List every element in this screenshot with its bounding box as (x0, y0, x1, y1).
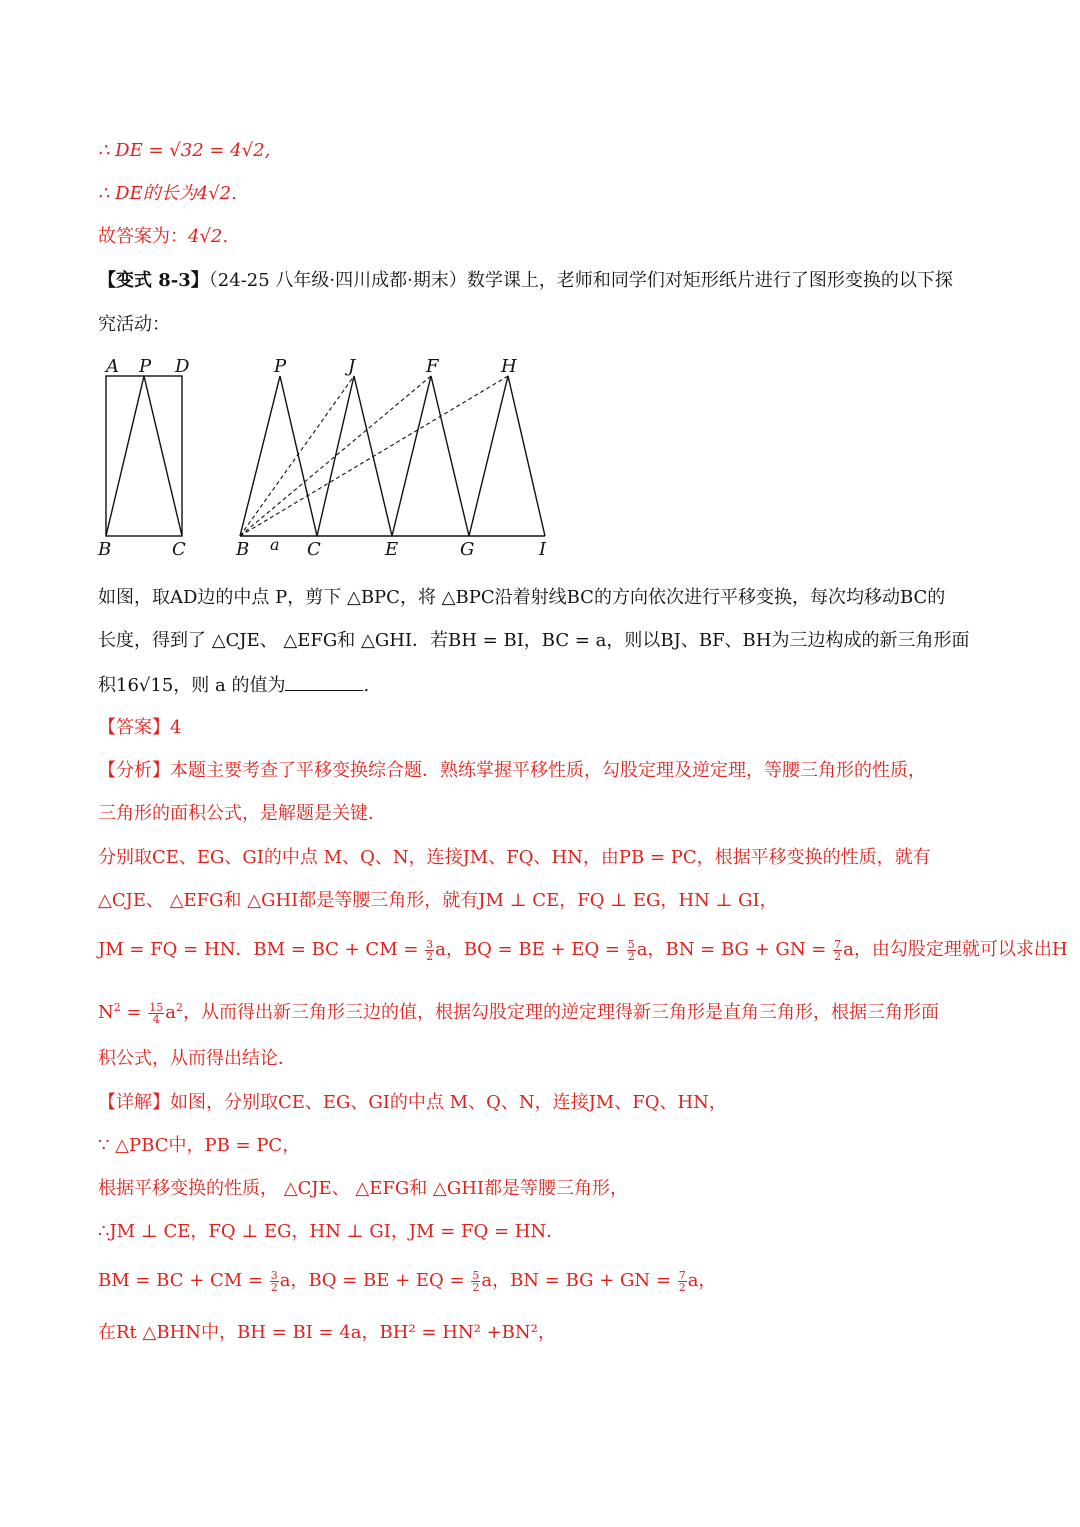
analysis-line7: 积公式，从而得出结论． (98, 1048, 296, 1069)
analysis-line4: △CJE、 △EFG和 △GHI都是等腰三角形，就有JM ⊥ CE，FQ ⊥ EG，HN ⊥ GI， (98, 890, 778, 911)
problem-p2: 长度，得到了 △CJE、 △EFG和 △GHI．若BH = BI，BC = a，则以BJ、BF、BH为三边构成的新三角形面 (98, 630, 970, 651)
a6-a: a (165, 1002, 177, 1023)
detail-line1 (98, 1090, 727, 1116)
analysis-line6 (98, 995, 939, 1026)
label-a-length: a (270, 535, 280, 554)
a6-sup: 2 (113, 1001, 121, 1014)
frac-7-2: $\frac{7}{2}$ (834, 937, 842, 963)
line-answer-is (98, 224, 228, 250)
detail-line4: ∴JM ⊥ CE，FQ ⊥ EG，HN ⊥ GI，JM = FQ = HN． (98, 1221, 565, 1242)
line-de-length: ∴ DE的长为4√2. (98, 183, 237, 204)
answer-blank (285, 672, 363, 691)
label-b-rect: B (98, 539, 112, 560)
label-h: H (501, 356, 517, 377)
d5-part4: a， (687, 1270, 717, 1291)
label-i: I (539, 539, 547, 560)
frac-5-2: $\frac{5}{2}$ (627, 937, 635, 963)
label-e: E (385, 539, 399, 560)
a6-n: N (98, 1002, 114, 1023)
d5-part3: a，BN = BG + GN = (481, 1270, 677, 1291)
rect-abcd (106, 376, 182, 536)
problem-p3-text: 积16√15，则 a 的值为 (98, 675, 286, 696)
frac-5-2-b: $\frac{5}{2}$ (472, 1268, 480, 1294)
label-p-rect: P (139, 356, 152, 377)
a6-eq: = (120, 1002, 148, 1023)
problem-p3 (98, 672, 369, 699)
dashed-bj (240, 376, 354, 536)
analysis-tag: 【分析】 (98, 760, 170, 781)
problem-p3-end: . (363, 675, 370, 696)
answer-line: 【答案】4 (98, 717, 182, 738)
problem-intro: （24-25 八年级·四川成都·期末）数学课上，老师和同学们对矩形纸片进行了图形变换的以下探 (208, 270, 953, 291)
detail-text1: 如图，分别取CE、EG、GI的中点 M、Q、N，连接JM、FQ、HN， (170, 1092, 727, 1113)
analysis-text1: 本题主要考查了平移变换综合题．熟练掌握平移性质，勾股定理及逆定理，等腰三角形的性质， (170, 760, 926, 781)
label-d: D (175, 356, 190, 377)
frac-15-4: $\frac{15}{4}$ (149, 1000, 164, 1026)
d5-part1: BM = BC + CM = (98, 1270, 269, 1291)
detail-line5 (98, 1268, 716, 1294)
a5-part1: JM = FQ = HN．BM = BC + CM = (98, 939, 425, 960)
a5-part2: a，BQ = BE + EQ = (435, 939, 626, 960)
answer-label: 故答案为： (98, 226, 188, 247)
variant-tag: 【变式 8-3】 (98, 270, 209, 291)
geometry-figure (90, 352, 560, 562)
label-j: J (348, 356, 356, 377)
a6-rest: ，从而得出新三角形三边的值，根据勾股定理的逆定理得新三角形是直角三角形，根据三角形面 (183, 1002, 940, 1023)
answer-value: 4√2. (188, 226, 229, 247)
d5-part2: a，BQ = BE + EQ = (279, 1270, 471, 1291)
detail-line6: 在Rt △BHN中，BH = BI = 4a，BH² = HN² +BN²， (98, 1322, 556, 1343)
analysis-line3: 分别取CE、EG、GI的中点 M、Q、N，连接JM、FQ、HN，由PB = PC，根据平移变换的性质，就有 (98, 847, 931, 868)
frac-3-2-b: $\frac{3}{2}$ (270, 1268, 278, 1294)
triangle-bpc-rect (106, 376, 182, 536)
label-f: F (426, 356, 439, 377)
label-b: B (236, 539, 250, 560)
a5-part3: a，BN = BG + GN = (636, 939, 833, 960)
frac-7-2-b: $\frac{7}{2}$ (678, 1268, 686, 1294)
label-c-rect: C (172, 539, 186, 560)
label-g: G (460, 539, 475, 560)
frac-3-2: $\frac{3}{2}$ (426, 937, 434, 963)
a6-sup2: 2 (176, 1001, 184, 1014)
triangle-strip (240, 376, 545, 536)
label-c: C (307, 539, 321, 560)
analysis-line5 (98, 937, 1068, 963)
label-a: A (106, 356, 119, 377)
problem-p1: 如图，取AD边的中点 P，剪下 △BPC，将 △BPC沿着射线BC的方向依次进行平移变换，每次均移动BC的 (98, 587, 946, 608)
analysis-line1 (98, 758, 926, 784)
detail-tag: 【详解】 (98, 1092, 170, 1113)
problem-intro-cont: 究活动： (98, 314, 170, 335)
line-de-sqrt: ∴ DE = √32 = 4√2, (98, 140, 271, 161)
analysis-line2: 三角形的面积公式，是解题是关键． (98, 803, 386, 824)
detail-line3: 根据平移变换的性质， △CJE、 △EFG和 △GHI都是等腰三角形， (98, 1178, 629, 1199)
detail-line2: ∵ △PBC中，PB = PC， (98, 1135, 301, 1156)
a5-part4: a，由勾股定理就可以求出H (843, 939, 1068, 960)
problem-header (98, 268, 953, 294)
label-p: P (274, 356, 287, 377)
dashed-bh (240, 376, 508, 536)
